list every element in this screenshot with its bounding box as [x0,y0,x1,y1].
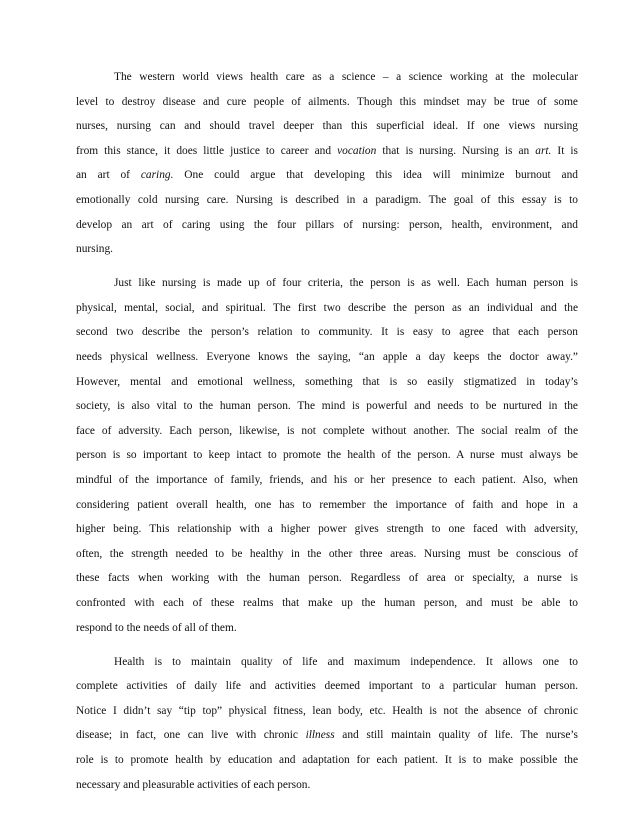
text-line [76,493,578,518]
text-run: develop an art of caring using the four pillars of nursing: person, health, environment, and [76,218,578,231]
italic-text-run: illness [305,729,335,742]
text-run: necessary and pleasurable activities of each person. [76,778,311,791]
text-line [76,674,578,699]
text-run: that is nursing. Nursing is an [376,144,536,157]
text-line [76,296,578,321]
text-line [76,419,578,444]
text-run: respond to the needs of all of them. [76,621,237,634]
text-run: role is to promote health by education and adaptation for each patient. It is to make possible the [76,754,578,767]
text-line [76,773,578,798]
text-line [76,320,578,345]
text-line [76,517,578,542]
text-line [76,566,578,591]
text-run: face of adversity. Each person, likewise, is not complete without another. The social realm of the [76,424,578,437]
text-run: disease; in fact, one can live with chronic [76,729,306,742]
text-run: confronted with each of these realms that make up the human person, and must be able to [76,596,578,609]
text-run: complete activities of daily life and activities deemed important to a particular human person. [76,680,578,693]
text-line [76,699,578,724]
text-run: needs physical wellness. Everyone knows the saying, “an apple a day keeps the doctor away.” [76,351,578,364]
text-line [76,650,578,675]
text-run: second two describe the person’s relation to community. It is easy to agree that each person [76,326,578,339]
text-run: level to destroy disease and cure people of ailments. Though this mindset may be true of some [76,95,578,108]
text-line [76,591,578,616]
text-run: emotionally cold nursing care. Nursing is described in a paradigm. The goal of this essay is to [76,193,578,206]
text-line [76,65,578,90]
text-line [76,237,578,262]
paragraph-3 [76,650,578,798]
text-line [76,723,578,748]
text-line [76,163,578,188]
paragraph-1 [76,65,578,262]
text-run: often, the strength needed to be healthy in the other three areas. Nursing must be conscious of [76,547,578,560]
text-run: It is [551,144,578,157]
text-run: Notice I didn’t say “tip top” physical fitness, lean body, etc. Health is not the absence of chronic [76,704,578,717]
text-run: physical, mental, social, and spiritual. The first two describe the person as an individual and the [76,301,578,314]
paragraph-2 [76,271,578,640]
text-run: from this stance, it does little justice to career and [76,144,338,157]
text-run: However, mental and emotional wellness, something that is so easily stigmatized in today’s [76,375,578,388]
text-run: nurses, nursing can and should travel deeper than this superficial ideal. If one views nursing [76,120,578,133]
text-line [76,748,578,773]
text-line [76,616,578,641]
text-line [76,188,578,213]
text-line [76,394,578,419]
text-run: Health is to maintain quality of life and maximum independence. It allows one to [114,655,578,668]
text-run: The western world views health care as a science – a science working at the molecular [114,71,578,83]
italic-text-run: vocation [337,144,377,157]
text-run: Just like nursing is made up of four criteria, the person is as well. Each human person is [114,277,578,290]
text-run: these facts when working with the human person. Regardless of area or specialty, a nurse is [76,572,578,585]
text-run: considering patient overall health, one has to remember the importance of faith and hope in a [76,498,578,511]
text-line [76,542,578,567]
text-run: higher being. This relationship with a higher power gives strength to one faced with adversity, [76,523,578,536]
text-run: person is so important to keep intact to promote the health of the person. A nurse must always be [76,449,578,462]
text-run: and still maintain quality of life. The nurse’s [334,729,578,742]
text-run: nursing. [76,243,114,256]
text-run: mindful of the importance of family, friends, and his or her presence to each patient. Also, when [76,474,578,486]
text-line [76,271,578,296]
text-run: society, is also vital to the human person. The mind is powerful and needs to be nurtured in the [76,400,578,413]
text-line [76,443,578,468]
text-run: One could argue that developing this idea will minimize burnout and [173,169,579,182]
text-line [76,114,578,139]
italic-text-run: caring. [140,169,174,182]
text-line [76,468,578,493]
text-line [76,213,578,238]
italic-text-run: art. [535,144,552,157]
text-run: an art of [76,169,141,182]
text-line [76,90,578,115]
text-line [76,139,578,164]
text-line [76,370,578,395]
text-line [76,345,578,370]
